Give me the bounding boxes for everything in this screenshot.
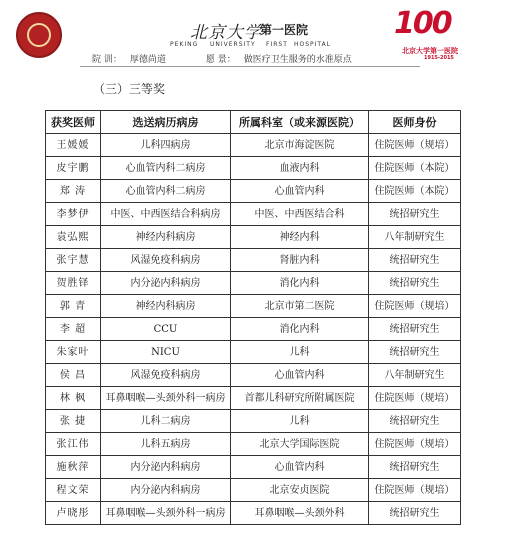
column-header: 所属科室（或来源医院） bbox=[231, 111, 369, 134]
doctor-name-cell: 卢晓彤 bbox=[46, 502, 101, 525]
doctor-name-cell: 王媛媛 bbox=[46, 134, 101, 157]
table-row bbox=[46, 364, 461, 387]
doctor-name-cell: 张 捷 bbox=[46, 410, 101, 433]
doctor-name-cell: 郭 青 bbox=[46, 295, 101, 318]
ward-cell: 神经内科病房 bbox=[101, 226, 231, 249]
university-seal-logo bbox=[16, 12, 62, 58]
status-cell: 住院医师（本院） bbox=[369, 157, 461, 180]
department-cell: 首都儿科研究所附属医院 bbox=[231, 387, 369, 410]
centennial-caption: 北京大学第一医院 bbox=[402, 47, 458, 55]
status-cell: 统招研究生 bbox=[369, 456, 461, 479]
status-cell: 住院医师（规培） bbox=[369, 295, 461, 318]
letterhead bbox=[0, 0, 505, 72]
hospital-name: 第一医院 bbox=[260, 23, 309, 37]
centennial-years: 1915-2015 bbox=[424, 55, 454, 61]
doctor-name-cell: 李 超 bbox=[46, 318, 101, 341]
status-cell: 统招研究生 bbox=[369, 341, 461, 364]
doctor-name-cell: 李梦伊 bbox=[46, 203, 101, 226]
column-header: 医师身份 bbox=[369, 111, 461, 134]
table-row bbox=[46, 341, 461, 364]
status-cell: 住院医师（规培） bbox=[369, 134, 461, 157]
department-cell: 北京大学国际医院 bbox=[231, 433, 369, 456]
status-cell: 统招研究生 bbox=[369, 318, 461, 341]
department-cell: 儿科 bbox=[231, 341, 369, 364]
ward-cell: 心血管内科二病房 bbox=[101, 180, 231, 203]
table-row bbox=[46, 479, 461, 502]
doctor-name-cell: 袁弘熙 bbox=[46, 226, 101, 249]
motto-value: 厚德尚道 bbox=[129, 55, 166, 65]
department-cell: 北京安贞医院 bbox=[231, 479, 369, 502]
ward-cell: 儿科五病房 bbox=[101, 433, 231, 456]
table-row bbox=[46, 433, 461, 456]
status-cell: 统招研究生 bbox=[369, 502, 461, 525]
status-cell: 八年制研究生 bbox=[369, 226, 461, 249]
vision-value: 做医疗卫生服务的水准原点 bbox=[243, 55, 352, 65]
ward-cell: 中医、中西医结合科病房 bbox=[101, 203, 231, 226]
centennial-number: 100 bbox=[394, 6, 451, 41]
department-cell: 心血管内科 bbox=[231, 180, 369, 203]
doctor-name-cell: 侯 昌 bbox=[46, 364, 101, 387]
motto-label: 院 训： bbox=[92, 55, 122, 65]
table-row bbox=[46, 203, 461, 226]
table-row bbox=[46, 410, 461, 433]
department-cell: 肾脏内科 bbox=[231, 249, 369, 272]
ward-cell: 耳鼻咽喉—头颈外科一病房 bbox=[101, 502, 231, 525]
ward-cell: 心血管内科二病房 bbox=[101, 157, 231, 180]
doctor-name-cell: 施秋萍 bbox=[46, 456, 101, 479]
english-name-word: HOSPITAL bbox=[294, 41, 332, 48]
table-header-row bbox=[46, 111, 461, 134]
ward-cell: 神经内科病房 bbox=[101, 295, 231, 318]
university-calligraphy: 北京大学 bbox=[190, 23, 262, 43]
motto-line bbox=[92, 52, 352, 65]
header-divider bbox=[80, 66, 420, 67]
ward-cell: 儿科二病房 bbox=[101, 410, 231, 433]
ward-cell: CCU bbox=[101, 318, 231, 341]
status-cell: 住院医师（规培） bbox=[369, 479, 461, 502]
vision-label: 愿 景： bbox=[205, 55, 236, 65]
table-row bbox=[46, 387, 461, 410]
doctor-name-cell: 程文荣 bbox=[46, 479, 101, 502]
table-row bbox=[46, 272, 461, 295]
doctor-name-cell: 皮宇鹏 bbox=[46, 157, 101, 180]
department-cell: 神经内科 bbox=[231, 226, 369, 249]
table-row bbox=[46, 226, 461, 249]
status-cell: 统招研究生 bbox=[369, 410, 461, 433]
department-cell: 心血管内科 bbox=[231, 364, 369, 387]
centennial-logo bbox=[394, 6, 472, 61]
table-row bbox=[46, 180, 461, 203]
table-row bbox=[46, 249, 461, 272]
column-header: 选送病历病房 bbox=[101, 111, 231, 134]
status-cell: 八年制研究生 bbox=[369, 364, 461, 387]
doctor-name-cell: 郑 涛 bbox=[46, 180, 101, 203]
section-title: （三）三等奖 bbox=[93, 82, 166, 96]
english-name-word: FIRST bbox=[266, 41, 288, 48]
ward-cell: 耳鼻咽喉—头颈外科一病房 bbox=[101, 387, 231, 410]
department-cell: 消化内科 bbox=[231, 272, 369, 295]
table-row bbox=[46, 157, 461, 180]
ward-cell: NICU bbox=[101, 341, 231, 364]
doctor-name-cell: 林 枫 bbox=[46, 387, 101, 410]
status-cell: 住院医师（本院） bbox=[369, 180, 461, 203]
department-cell: 心血管内科 bbox=[231, 456, 369, 479]
department-cell: 耳鼻咽喉—头颈外科 bbox=[231, 502, 369, 525]
ward-cell: 内分泌内科病房 bbox=[101, 479, 231, 502]
doctor-name-cell: 张江伟 bbox=[46, 433, 101, 456]
status-cell: 住院医师（规培） bbox=[369, 387, 461, 410]
ward-cell: 内分泌内科病房 bbox=[101, 456, 231, 479]
doctor-name-cell: 朱家叶 bbox=[46, 341, 101, 364]
ward-cell: 风湿免疫科病房 bbox=[101, 249, 231, 272]
column-header: 获奖医师 bbox=[46, 111, 101, 134]
table-row bbox=[46, 456, 461, 479]
awards-table bbox=[45, 110, 461, 525]
ward-cell: 风湿免疫科病房 bbox=[101, 364, 231, 387]
english-name-word: UNIVERSITY bbox=[210, 41, 256, 48]
status-cell: 统招研究生 bbox=[369, 203, 461, 226]
status-cell: 统招研究生 bbox=[369, 272, 461, 295]
table-row bbox=[46, 295, 461, 318]
table-body bbox=[46, 134, 461, 525]
english-name-word: PEKING bbox=[170, 41, 199, 48]
ward-cell: 内分泌内科病房 bbox=[101, 272, 231, 295]
table-row bbox=[46, 134, 461, 157]
department-cell: 北京市海淀医院 bbox=[231, 134, 369, 157]
status-cell: 统招研究生 bbox=[369, 249, 461, 272]
table-row bbox=[46, 318, 461, 341]
doctor-name-cell: 贺胜铎 bbox=[46, 272, 101, 295]
status-cell: 住院医师（规培） bbox=[369, 433, 461, 456]
department-cell: 消化内科 bbox=[231, 318, 369, 341]
doctor-name-cell: 张宇慧 bbox=[46, 249, 101, 272]
ward-cell: 儿科四病房 bbox=[101, 134, 231, 157]
department-cell: 中医、中西医结合科 bbox=[231, 203, 369, 226]
department-cell: 血液内科 bbox=[231, 157, 369, 180]
table-row bbox=[46, 502, 461, 525]
department-cell: 儿科 bbox=[231, 410, 369, 433]
department-cell: 北京市第二医院 bbox=[231, 295, 369, 318]
